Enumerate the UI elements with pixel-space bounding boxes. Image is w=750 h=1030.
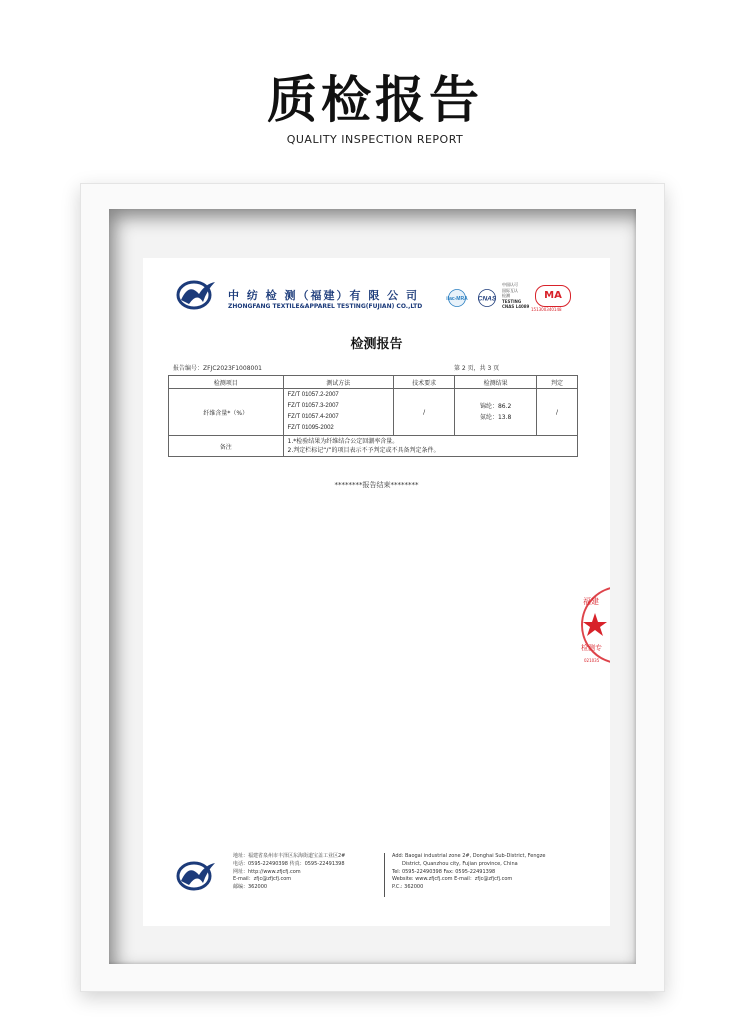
ilac-label: ilac-MRA [446, 296, 468, 302]
footer-line: Tel: 0595-22490398 Fax: 0595-22491398 [392, 868, 496, 875]
method-line: FZ/T 01057.4-2007 [287, 414, 339, 420]
footer-line: Website: www.zfjcfj.com E-mail：zfjc@zfjcfj.com [392, 876, 513, 883]
footer-line: P.C.: 362000 [392, 884, 424, 891]
footer-line: E-mail：zfjc@zfjcfj.com [233, 876, 292, 883]
notes-row [169, 436, 578, 457]
results-table [168, 375, 578, 457]
footer-line: 地址：福建省泉州市丰泽区东海街道宝盖工业区2# [233, 853, 346, 859]
method-line: FZ/T 01057.3-2007 [287, 403, 339, 409]
result-line: 氨纶：13.8 [479, 414, 512, 421]
note-line: 2.判定栏标记“/”的项目表示不予判定或不具备判定条件。 [287, 447, 440, 454]
column-header: 测试方法 [283, 376, 393, 389]
cma-seal-icon: MA [535, 285, 571, 307]
test-item: 纤维含量*（%） [169, 389, 284, 436]
footer-line: 电话：0595-22490398 传真：0595-22491398 [233, 860, 345, 867]
picture-frame [80, 183, 665, 992]
cma-number: 151300340148 [531, 307, 562, 312]
lab-logo-icon [175, 278, 217, 310]
report-document [143, 258, 610, 926]
lab-name-english: ZHONGFANG TEXTILE&APPAREL TESTING(FUJIAN) CO.,LTD [228, 303, 423, 310]
report-number: 报告编号：ZFJC2023F1008001 [173, 365, 262, 372]
cert-line: 中国认可 [502, 282, 518, 287]
page-title: 质检报告 [267, 71, 483, 129]
test-results [455, 389, 537, 436]
stamp-text: 福建 [583, 597, 599, 606]
result-line: 锦纶：86.2 [479, 403, 512, 410]
footer-contact-chinese [233, 853, 345, 892]
method-line: FZ/T 01095-2002 [287, 425, 334, 431]
cert-line: 国际互认 [502, 287, 518, 293]
footer-line: 邮编：362000 [233, 884, 268, 891]
footer-line: Add: Baogai industrial zone 2#, Donghai Sub-District, Fengze [392, 853, 546, 859]
ilac-mra-icon [443, 289, 471, 307]
cnas-certificate-text [502, 282, 529, 310]
method-line: FZ/T 01057.2-2007 [287, 392, 339, 398]
technical-requirement: / [393, 389, 454, 436]
page-info: 第 2 页，共 3 页 [454, 365, 500, 372]
column-header: 检测项目 [169, 376, 284, 389]
column-header: 技术要求 [393, 376, 454, 389]
notes-label: 备注 [169, 436, 284, 457]
notes-text [283, 436, 577, 457]
lab-name-chinese: 中 纺 检 测（福建）有 限 公 司 [228, 289, 419, 302]
column-header: 检测结果 [455, 376, 537, 389]
table-row [169, 389, 578, 436]
test-methods [283, 389, 393, 436]
footer-divider [384, 853, 385, 897]
stamp-text: 检测专 [581, 644, 602, 652]
cnas-icon [473, 289, 501, 307]
cert-line: TESTING [502, 298, 522, 304]
table-header-row [169, 376, 578, 389]
report-end-marker: ********报告结束******** [334, 481, 419, 489]
cert-line: 检测 [502, 293, 510, 298]
footer-lab-logo-icon [175, 859, 217, 891]
note-line: 1.*检验结果为纤维结合公定回潮率含量。 [287, 438, 399, 445]
report-heading: 检测报告 [350, 337, 403, 352]
footer-contact-english [392, 853, 545, 892]
column-header: 判定 [537, 376, 578, 389]
verdict: / [537, 389, 578, 436]
footer-line: 网址：http://www.zfjcfj.com [233, 868, 301, 875]
page-subtitle: QUALITY INSPECTION REPORT [286, 133, 464, 146]
footer-line: District, Quanzhou city, Fujian province, China [402, 860, 518, 867]
stamp-text: 021035 [584, 658, 600, 663]
red-seal-stamp-icon [580, 582, 610, 668]
cert-line: CNAS L4089 [502, 304, 530, 309]
cnas-label: CNAS [477, 295, 497, 303]
